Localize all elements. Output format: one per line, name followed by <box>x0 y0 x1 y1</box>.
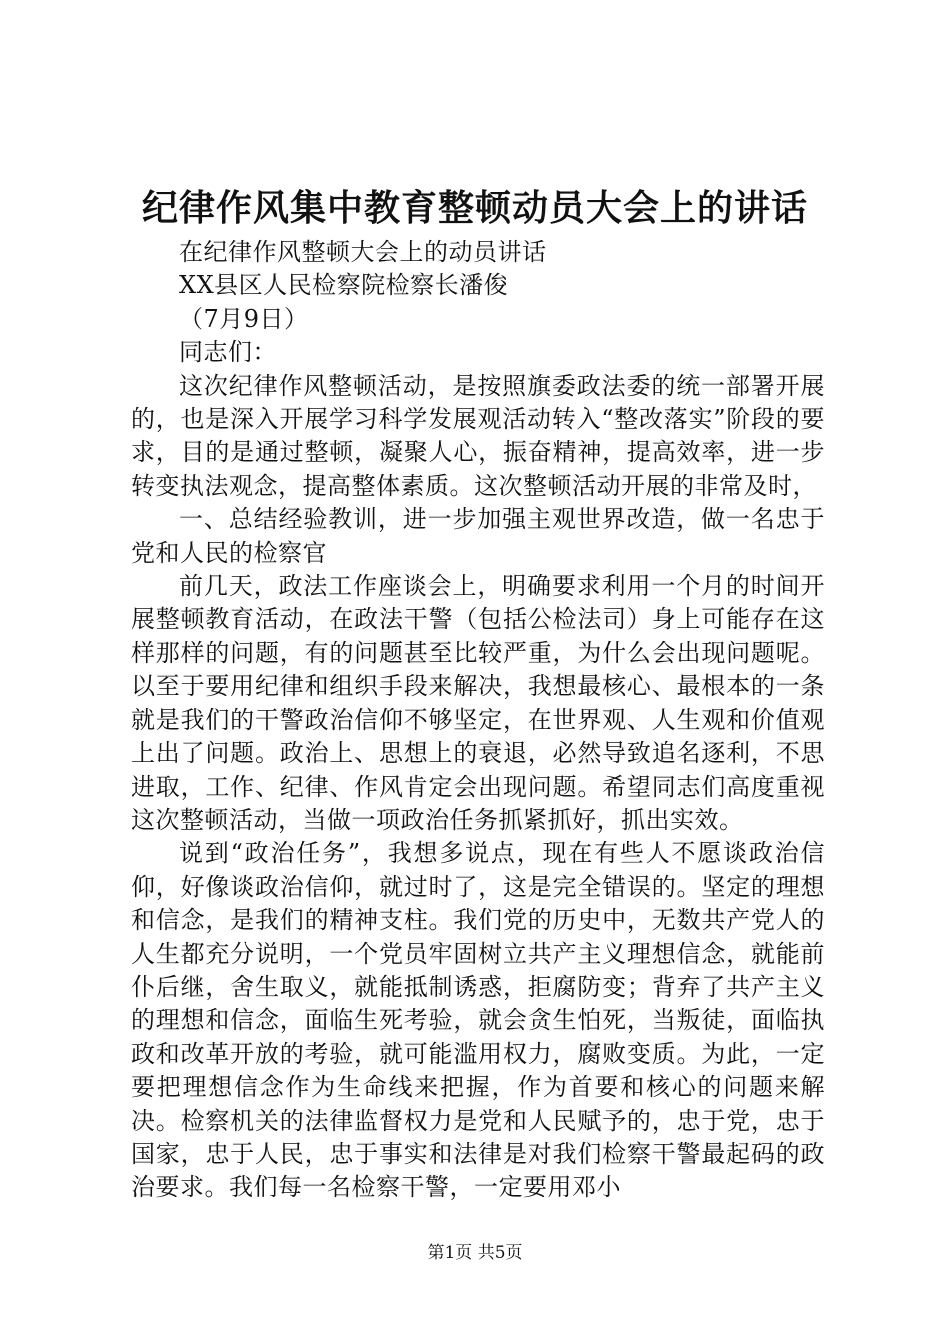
speech-date: （7月9日） <box>179 304 309 333</box>
body-paragraph: 说到“政治任务”，我想多说点，现在有些人不愿谈政治信仰，好像谈政治信仰，就过时了，这是完全错误的。坚定的理想和信念，是我们的精神支柱。我们党的历史中，无数共产党人的人生都充分说明，一个党员牢固树立共产主义理想信念，就能前仆后继，舍生取义，就能抵制诱惑，拒腐防变；背弃了共产主义的理想和信念，面临生死考验，就会贪生怕死，当叛徒，面临执政和改革开放的考验，就可能滥用权力，腐败变质。为此，一定要把理想信念作为生命线来把握，作为首要和核心的问题来解决。检察机关的法律监督权力是党和人民赋予的，忠于党，忠于国家，忠于人民，忠于事实和法律是对我们检察干警最起码的政治要求。我们每一名检察干警，一定要用邓小 <box>131 839 825 1202</box>
body-paragraph: 前几天，政法工作座谈会上，明确要求利用一个月的时间开展整顿教育活动，在政法干警（包括公检法司）身上可能存在这样那样的问题，有的问题甚至比较严重，为什么会出现问题呢。以至于要用纪律和组织手段来解决，我想最核心、最根本的一条就是我们的干警政治信仰不够坚定，在世界观、人生观和价值观上出了问题。政治上、思想上的衰退，必然导致追名逐利，不思进取，工作、纪律、作风肯定会出现问题。希望同志们高度重视这次整顿活动，当做一项政治任务抓紧抓好，抓出实效。 <box>131 572 825 834</box>
section-heading: 一、总结经验教训，进一步加强主观世界改造，做一名忠于党和人民的检察官 <box>131 505 825 567</box>
page-number-footer: 第1页 共5页 <box>427 1243 523 1263</box>
body-paragraph: 这次纪律作风整顿活动，是按照旗委政法委的统一部署开展的，也是深入开展学习科学发展观活动转入“整改落实”阶段的要求，目的是通过整顿，凝聚人心，振奋精神，提高效率，进一步转变执法观念，提高整体素质。这次整顿活动开展的非常及时， <box>131 371 825 500</box>
speech-subtitle: 在纪律作风整顿大会上的动员讲话 <box>179 238 547 266</box>
document-title: 纪律作风集中教育整顿动员大会上的讲话 <box>141 187 808 229</box>
speaker-line: XX县区人民检察院检察长潘俊 <box>179 271 509 300</box>
salutation: 同志们： <box>179 338 277 367</box>
document-body <box>131 236 825 1205</box>
